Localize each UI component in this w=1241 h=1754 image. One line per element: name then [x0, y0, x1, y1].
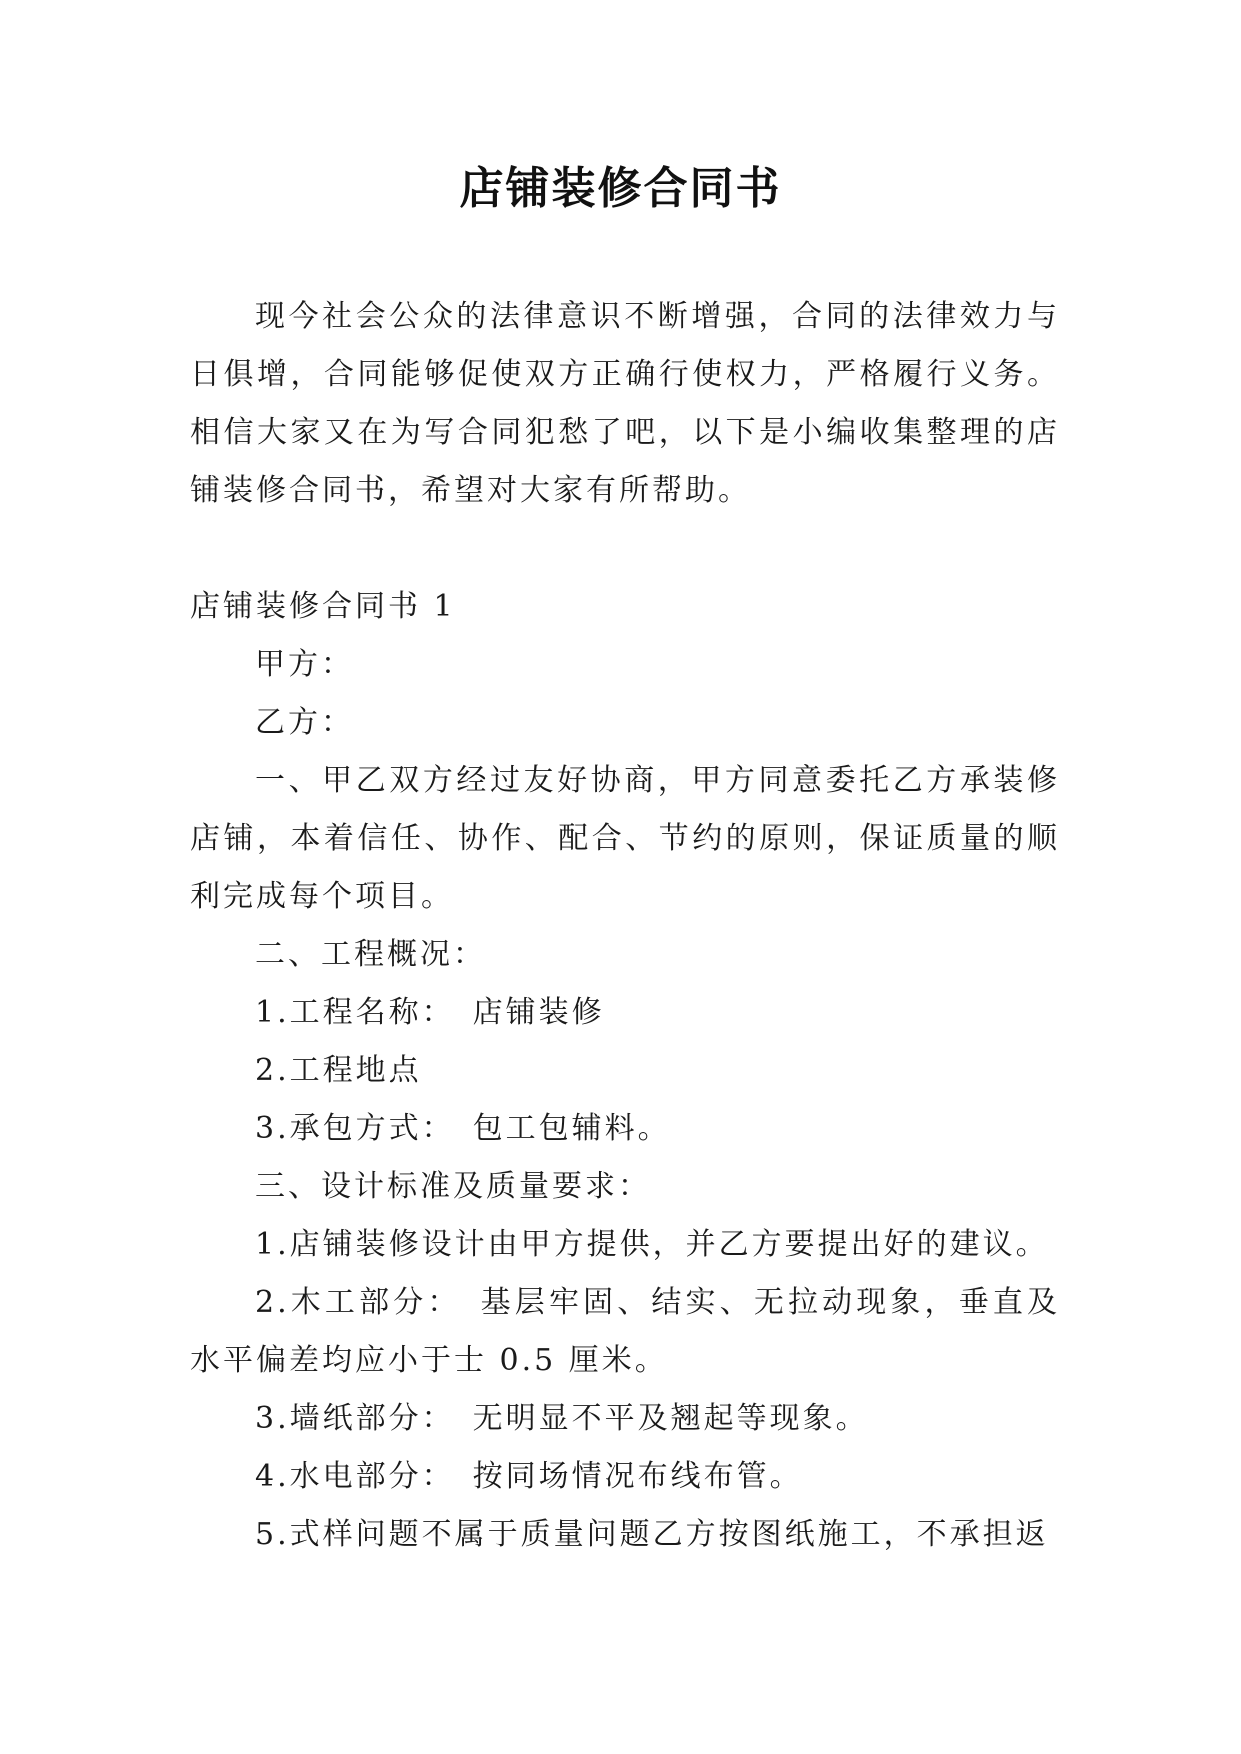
clause-3-heading: 三、设计标准及质量要求： [255, 1169, 651, 1204]
clause-3-item: 1.店铺装修设计由甲方提供，并乙方要提出好的建议。 [255, 1227, 1049, 1262]
clause-3-item: 4.水电部分： 按同场情况布线布管。 [255, 1459, 803, 1494]
clause-1: 一、甲乙双方经过友好协商，甲方同意委托乙方承装修店铺，本着信任、协作、配合、节约的原则，保证质量的顺利完成每个项目。 [190, 763, 1060, 914]
intro-paragraph: 现今社会公众的法律意识不断增强，合同的法律效力与日俱增，合同能够促使双方正确行使权力，严格履行义务。相信大家又在为写合同犯愁了吧，以下是小编收集整理的店铺装修合同书，希望对大家有所帮助。 [190, 299, 1060, 508]
clause-3-item: 5.式样问题不属于质量问题乙方按图纸施工，不承担返 [255, 1517, 1049, 1552]
party-a-line: 甲方： [255, 647, 354, 682]
clause-3-item: 3.墙纸部分： 无明显不平及翘起等现象。 [255, 1401, 869, 1436]
clause-2-item: 3.承包方式： 包工包辅料。 [255, 1111, 671, 1146]
clause-2-item: 1.工程名称： 店铺装修 [255, 995, 605, 1030]
paragraph-spacer [190, 520, 1060, 578]
party-b-line: 乙方： [255, 705, 354, 740]
document-body [190, 288, 1060, 1564]
clause-2-heading: 二、工程概况： [255, 937, 486, 972]
clause-2-item: 2.工程地点 [255, 1053, 422, 1088]
section-heading: 店铺装修合同书 1 [190, 589, 456, 624]
document-title: 店铺装修合同书 [459, 163, 782, 214]
clause-3-item: 2.木工部分： 基层牢固、结实、无拉动现象，垂直及水平偏差均应小于士 0.5 厘米。 [190, 1285, 1060, 1378]
